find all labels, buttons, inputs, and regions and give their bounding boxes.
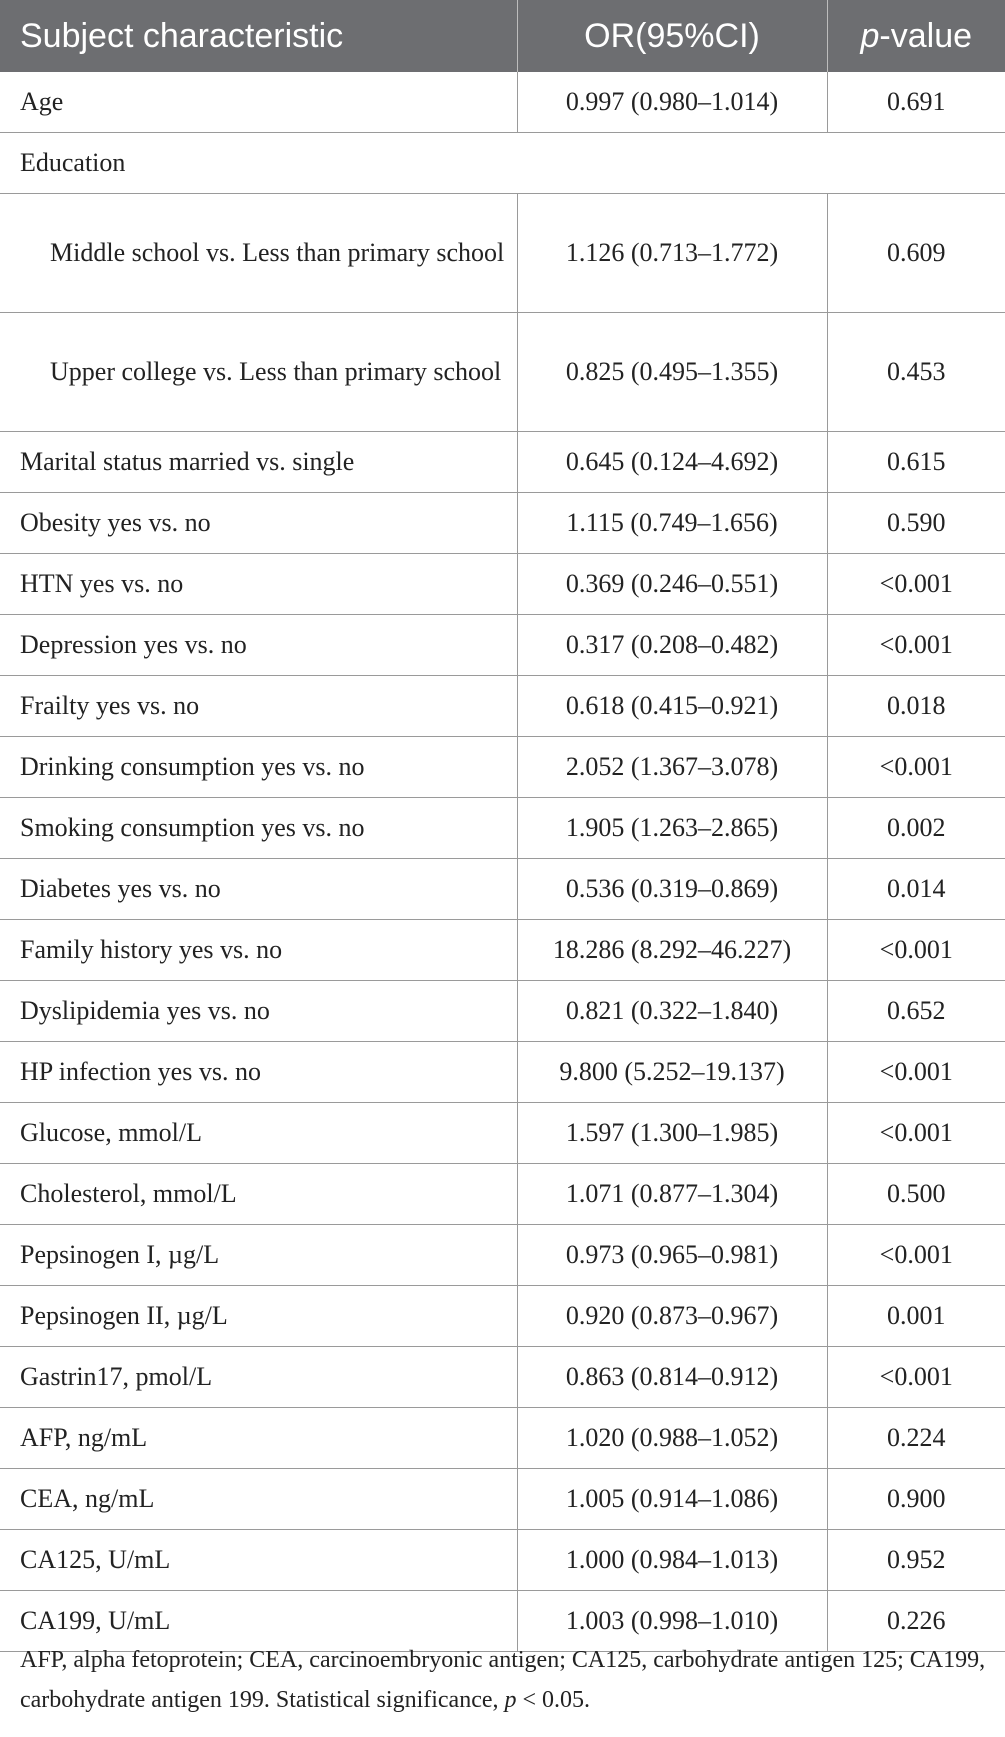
table-row [0, 676, 1005, 737]
row-or: 1.071 (0.877–1.304) [517, 1164, 827, 1225]
row-label: Smoking consumption yes vs. no [0, 798, 517, 859]
table-row [0, 1530, 1005, 1591]
row-p: <0.001 [827, 1347, 1005, 1408]
row-p: <0.001 [827, 920, 1005, 981]
row-or: 1.115 (0.749–1.656) [517, 493, 827, 554]
row-p: 0.224 [827, 1408, 1005, 1469]
row-p: 0.952 [827, 1530, 1005, 1591]
table-row [0, 1103, 1005, 1164]
table-row [0, 737, 1005, 798]
row-label: Upper college vs. Less than primary school [0, 313, 517, 432]
row-or: 1.000 (0.984–1.013) [517, 1530, 827, 1591]
table-row [0, 72, 1005, 133]
header-p-rest: -value [879, 16, 973, 55]
row-label: Drinking consumption yes vs. no [0, 737, 517, 798]
table-footnote [20, 1640, 990, 1720]
row-or: 1.003 (0.998–1.010) [517, 1591, 827, 1652]
header-p-italic: p [860, 16, 880, 55]
footnote-text: AFP, alpha fetoprotein; CEA, carcinoembryonic antigen; CA125, carbohydrate antigen 125; CA199, carbohydrate antigen 199. Statistical significance, [20, 1647, 986, 1713]
table-row [0, 313, 1005, 432]
table-row [0, 1225, 1005, 1286]
row-p: <0.001 [827, 554, 1005, 615]
row-label: Cholesterol, mmol/L [0, 1164, 517, 1225]
row-label: Frailty yes vs. no [0, 676, 517, 737]
row-or: 1.005 (0.914–1.086) [517, 1469, 827, 1530]
header-p-value [827, 0, 1005, 72]
row-p: <0.001 [827, 615, 1005, 676]
row-or: 0.645 (0.124–4.692) [517, 432, 827, 493]
table-row [0, 1469, 1005, 1530]
row-p: 0.900 [827, 1469, 1005, 1530]
row-or: 1.905 (1.263–2.865) [517, 798, 827, 859]
row-or: 0.536 (0.319–0.869) [517, 859, 827, 920]
row-p: <0.001 [827, 1042, 1005, 1103]
row-p: 0.226 [827, 1591, 1005, 1652]
row-label: Pepsinogen II, µg/L [0, 1286, 517, 1347]
row-label: Age [0, 72, 517, 133]
table-row [0, 1408, 1005, 1469]
header-or-ci: OR(95%CI) [517, 0, 827, 72]
row-or: 0.317 (0.208–0.482) [517, 615, 827, 676]
row-label: Education [0, 133, 1005, 194]
table-row-group-heading [0, 133, 1005, 194]
table-row [0, 432, 1005, 493]
row-or: 0.997 (0.980–1.014) [517, 72, 827, 133]
row-label: CEA, ng/mL [0, 1469, 517, 1530]
row-or: 1.126 (0.713–1.772) [517, 194, 827, 313]
row-or: 0.369 (0.246–0.551) [517, 554, 827, 615]
row-p: 0.014 [827, 859, 1005, 920]
table-row [0, 1347, 1005, 1408]
row-label: Marital status married vs. single [0, 432, 517, 493]
row-label: Depression yes vs. no [0, 615, 517, 676]
row-p: <0.001 [827, 1225, 1005, 1286]
table-row [0, 615, 1005, 676]
row-label: Middle school vs. Less than primary school [0, 194, 517, 313]
row-or: 9.800 (5.252–19.137) [517, 1042, 827, 1103]
row-or: 0.825 (0.495–1.355) [517, 313, 827, 432]
footnote-tail: < 0.05. [516, 1687, 591, 1713]
table-row [0, 920, 1005, 981]
row-or: 0.863 (0.814–0.912) [517, 1347, 827, 1408]
table-row [0, 1164, 1005, 1225]
row-or: 1.020 (0.988–1.052) [517, 1408, 827, 1469]
row-label: Obesity yes vs. no [0, 493, 517, 554]
row-label: Pepsinogen I, µg/L [0, 1225, 517, 1286]
row-p: <0.001 [827, 737, 1005, 798]
table-row [0, 798, 1005, 859]
row-label: Gastrin17, pmol/L [0, 1347, 517, 1408]
row-p: 0.018 [827, 676, 1005, 737]
row-p: 0.453 [827, 313, 1005, 432]
footnote-p-italic: p [504, 1687, 517, 1713]
row-label: Family history yes vs. no [0, 920, 517, 981]
table-row [0, 1042, 1005, 1103]
row-label: Glucose, mmol/L [0, 1103, 517, 1164]
row-or: 1.597 (1.300–1.985) [517, 1103, 827, 1164]
row-label: CA199, U/mL [0, 1591, 517, 1652]
table-row [0, 554, 1005, 615]
row-p: 0.691 [827, 72, 1005, 133]
table-row [0, 1286, 1005, 1347]
row-or: 2.052 (1.367–3.078) [517, 737, 827, 798]
row-label: Dyslipidemia yes vs. no [0, 981, 517, 1042]
row-p: <0.001 [827, 1103, 1005, 1164]
row-p: 0.609 [827, 194, 1005, 313]
row-or: 0.920 (0.873–0.967) [517, 1286, 827, 1347]
row-p: 0.652 [827, 981, 1005, 1042]
row-or: 18.286 (8.292–46.227) [517, 920, 827, 981]
table-header-row [0, 0, 1005, 72]
table-row [0, 859, 1005, 920]
table-row [0, 493, 1005, 554]
row-p: 0.615 [827, 432, 1005, 493]
row-or: 0.973 (0.965–0.981) [517, 1225, 827, 1286]
header-subject-characteristic: Subject characteristic [0, 0, 517, 72]
row-or: 0.618 (0.415–0.921) [517, 676, 827, 737]
row-p: 0.500 [827, 1164, 1005, 1225]
row-p: 0.002 [827, 798, 1005, 859]
table-row [0, 981, 1005, 1042]
row-p: 0.590 [827, 493, 1005, 554]
row-label: AFP, ng/mL [0, 1408, 517, 1469]
table-row [0, 194, 1005, 313]
row-label: HP infection yes vs. no [0, 1042, 517, 1103]
row-or: 0.821 (0.322–1.840) [517, 981, 827, 1042]
row-label: CA125, U/mL [0, 1530, 517, 1591]
row-p: 0.001 [827, 1286, 1005, 1347]
row-label: HTN yes vs. no [0, 554, 517, 615]
row-label: Diabetes yes vs. no [0, 859, 517, 920]
